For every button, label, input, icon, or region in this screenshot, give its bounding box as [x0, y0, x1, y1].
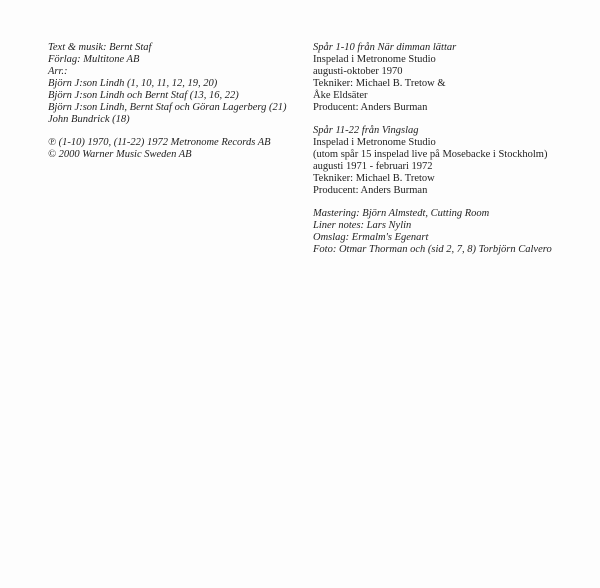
cover-line: Omslag: Ermalm's Egenart — [313, 232, 429, 243]
left-column — [48, 42, 298, 161]
recording-studio: Inspelad i Metronome Studio — [313, 137, 436, 148]
producer-line: Producent: Anders Burman — [313, 102, 428, 113]
engineer-line-continued: Åke Eldsäter — [313, 90, 368, 101]
liner-notes-line: Liner notes: Lars Nylin — [313, 220, 412, 231]
credit-line-text-music: Text & musik: Bernt Staf — [48, 42, 152, 53]
credit-line-arrangement: Arr.: — [48, 66, 68, 77]
phonogram-copyright: ℗ (1-10) 1970, (11-22) 1972 Metronome Records AB — [48, 137, 271, 148]
mastering-line: Mastering: Björn Almstedt, Cutting Room — [313, 208, 490, 219]
right-column — [313, 42, 593, 256]
copyright-block — [48, 137, 298, 161]
credit-line-arranger-3: Björn J:son Lindh, Bernt Staf och Göran Lagerberg (21) — [48, 102, 287, 113]
section-production-credits — [313, 208, 593, 256]
engineer-line: Tekniker: Michael B. Tretow — [313, 173, 435, 184]
credit-line-arranger-1: Björn J:son Lindh (1, 10, 11, 12, 19, 20) — [48, 78, 218, 89]
recording-date: augusti-oktober 1970 — [313, 66, 403, 77]
copyright-notice: © 2000 Warner Music Sweden AB — [48, 149, 192, 160]
section-heading: Spår 1-10 från När dimman lättar — [313, 42, 457, 53]
producer-line: Producent: Anders Burman — [313, 185, 428, 196]
recording-note: (utom spår 15 inspelad live på Mosebacke i Stockholm) — [313, 149, 548, 160]
recording-studio: Inspelad i Metronome Studio — [313, 54, 436, 65]
credit-line-publisher: Förlag: Multitone AB — [48, 54, 140, 65]
credit-line-arranger-2: Björn J:son Lindh och Bernt Staf (13, 16, 22) — [48, 90, 239, 101]
credits-block — [48, 42, 298, 126]
section-nar-dimman-lattar — [313, 42, 593, 114]
recording-date: augusti 1971 - februari 1972 — [313, 161, 433, 172]
photo-line: Foto: Otmar Thorman och (sid 2, 7, 8) Torbjörn Calvero — [313, 244, 552, 255]
section-vingslag — [313, 125, 593, 197]
section-heading: Spår 11-22 från Vingslag — [313, 125, 419, 136]
engineer-line: Tekniker: Michael B. Tretow & — [313, 78, 446, 89]
credit-line-arranger-4: John Bundrick (18) — [48, 114, 130, 125]
